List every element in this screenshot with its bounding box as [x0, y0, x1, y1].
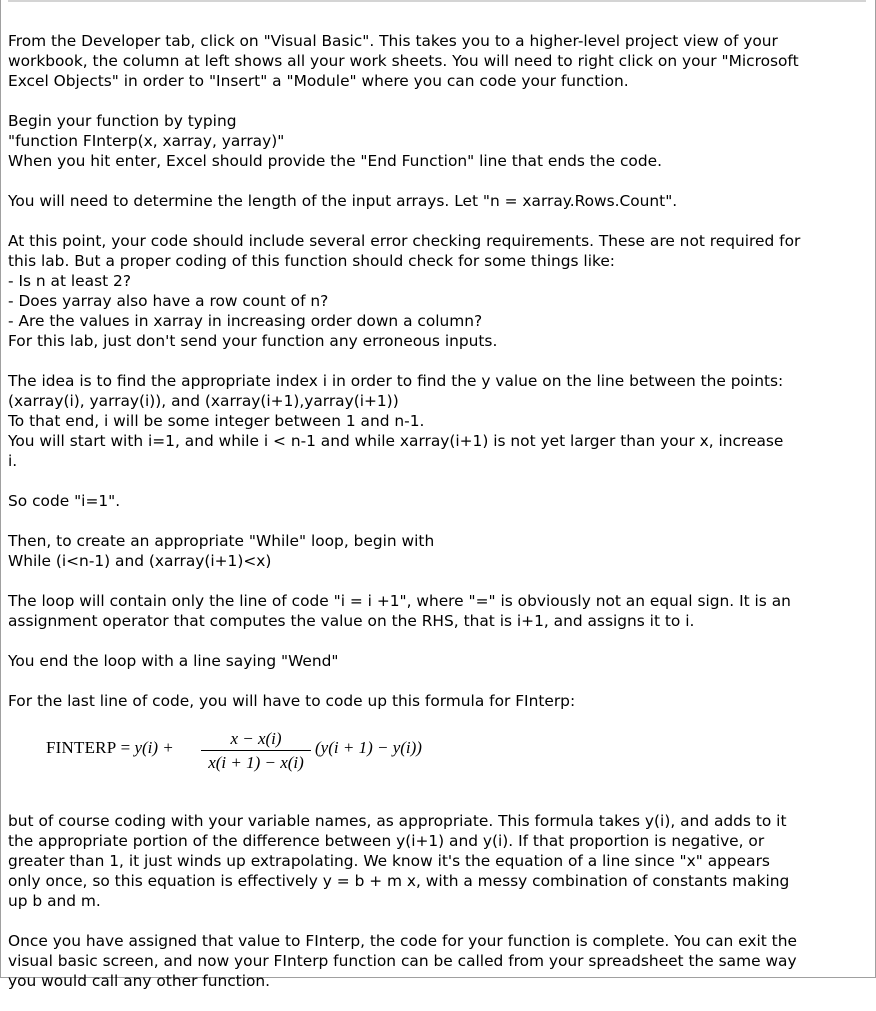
text-line: but of course coding with your variable names, as appropriate. This formula takes y(i), and adds to it — [8, 812, 787, 830]
list-item: - Is n at least 2? — [8, 272, 131, 290]
text-line: this lab. But a proper coding of this function should check for some things like: — [8, 252, 615, 270]
paragraph-formula-explanation — [8, 811, 872, 911]
text-line: greater than 1, it just winds up extrapolating. We know it's the equation of a line since "x" appears — [8, 852, 770, 870]
list-item: - Does yarray also have a row count of n? — [8, 292, 329, 310]
paragraph-wend — [8, 651, 872, 671]
text-line: The idea is to find the appropriate index i in order to find the y value on the line between the points: — [8, 372, 784, 390]
formula-denominator: x(i + 1) − x(i) — [208, 753, 304, 772]
paragraph-loop-body — [8, 591, 872, 631]
paragraph-array-length — [8, 191, 872, 211]
fraction-bar — [201, 750, 311, 751]
text-line: While (i<n-1) and (xarray(i+1)<x) — [8, 552, 272, 570]
paragraph-index-idea — [8, 371, 872, 471]
paragraph-while-loop — [8, 531, 872, 571]
text-line: i. — [8, 452, 18, 470]
paragraph-developer-tab — [8, 31, 872, 91]
formula-numerator: x − x(i) — [230, 729, 282, 748]
text-line: only once, so this equation is effectively y = b + m x, with a messy combination of constants making — [8, 872, 790, 890]
text-line: From the Developer tab, click on "Visual Basic". This takes you to a higher-level project view of your — [8, 32, 778, 50]
formula-fraction — [201, 728, 311, 773]
paragraph-error-checking — [8, 231, 872, 351]
text-line: assignment operator that computes the value on the RHS, that is i+1, and assigns it to i. — [8, 612, 695, 630]
formula-lead — [46, 738, 174, 758]
text-line: For the last line of code, you will have to code up this formula for FInterp: — [8, 692, 576, 710]
text-line: So code "i=1". — [8, 492, 121, 510]
text-line: When you hit enter, Excel should provide the "End Function" line that ends the code. — [8, 152, 662, 170]
text-line: You end the loop with a line saying "Wend" — [8, 652, 339, 670]
text-line: Once you have assigned that value to FInterp, the code for your function is complete. You can exit the — [8, 932, 797, 950]
text-line: you would call any other function. — [8, 972, 271, 990]
text-line: To that end, i will be some integer between 1 and n-1. — [8, 412, 425, 430]
text-line: up b and m. — [8, 892, 101, 910]
finterp-formula — [8, 731, 872, 791]
text-line: the appropriate portion of the difference between y(i+1) and y(i). If that proportion is negative, or — [8, 832, 765, 850]
formula-lead-term: y(i) + — [134, 738, 174, 757]
text-line: Then, to create an appropriate "While" loop, begin with — [8, 532, 435, 550]
formula-equals: = — [116, 738, 135, 757]
paragraph-last-line — [8, 691, 872, 711]
formula-name: FINTERP — [46, 738, 117, 757]
text-line: For this lab, just don't send your function any erroneous inputs. — [8, 332, 498, 350]
text-line: (xarray(i), yarray(i)), and (xarray(i+1),yarray(i+1)) — [8, 392, 399, 410]
text-line: visual basic screen, and now your FInterp function can be called from your spreadsheet the same way — [8, 952, 797, 970]
text-line: workbook, the column at left shows all your work sheets. You will need to right click on your "Microsoft — [8, 52, 799, 70]
paragraph-begin-function — [8, 111, 872, 171]
text-line: At this point, your code should include several error checking requirements. These are not required for — [8, 232, 801, 250]
text-line: You will need to determine the length of the input arrays. Let "n = xarray.Rows.Count". — [8, 192, 678, 210]
text-line: You will start with i=1, and while i < n-1 and while xarray(i+1) is not yet larger than your x, increase — [8, 432, 784, 450]
list-item: - Are the values in xarray in increasing order down a column? — [8, 312, 483, 330]
text-line: "function FInterp(x, xarray, yarray)" — [8, 132, 285, 150]
paragraph-code-i — [8, 491, 872, 511]
formula-tail: (y(i + 1) − y(i)) — [315, 738, 422, 757]
text-line: The loop will contain only the line of code "i = i +1", where "=" is obviously not an equal sign. It is an — [8, 592, 791, 610]
text-line: Begin your function by typing — [8, 112, 237, 130]
paragraph-conclusion — [8, 931, 872, 991]
top-divider — [8, 0, 866, 2]
text-line: Excel Objects" in order to "Insert" a "Module" where you can code your function. — [8, 72, 629, 90]
instructions-body — [8, 31, 872, 1011]
